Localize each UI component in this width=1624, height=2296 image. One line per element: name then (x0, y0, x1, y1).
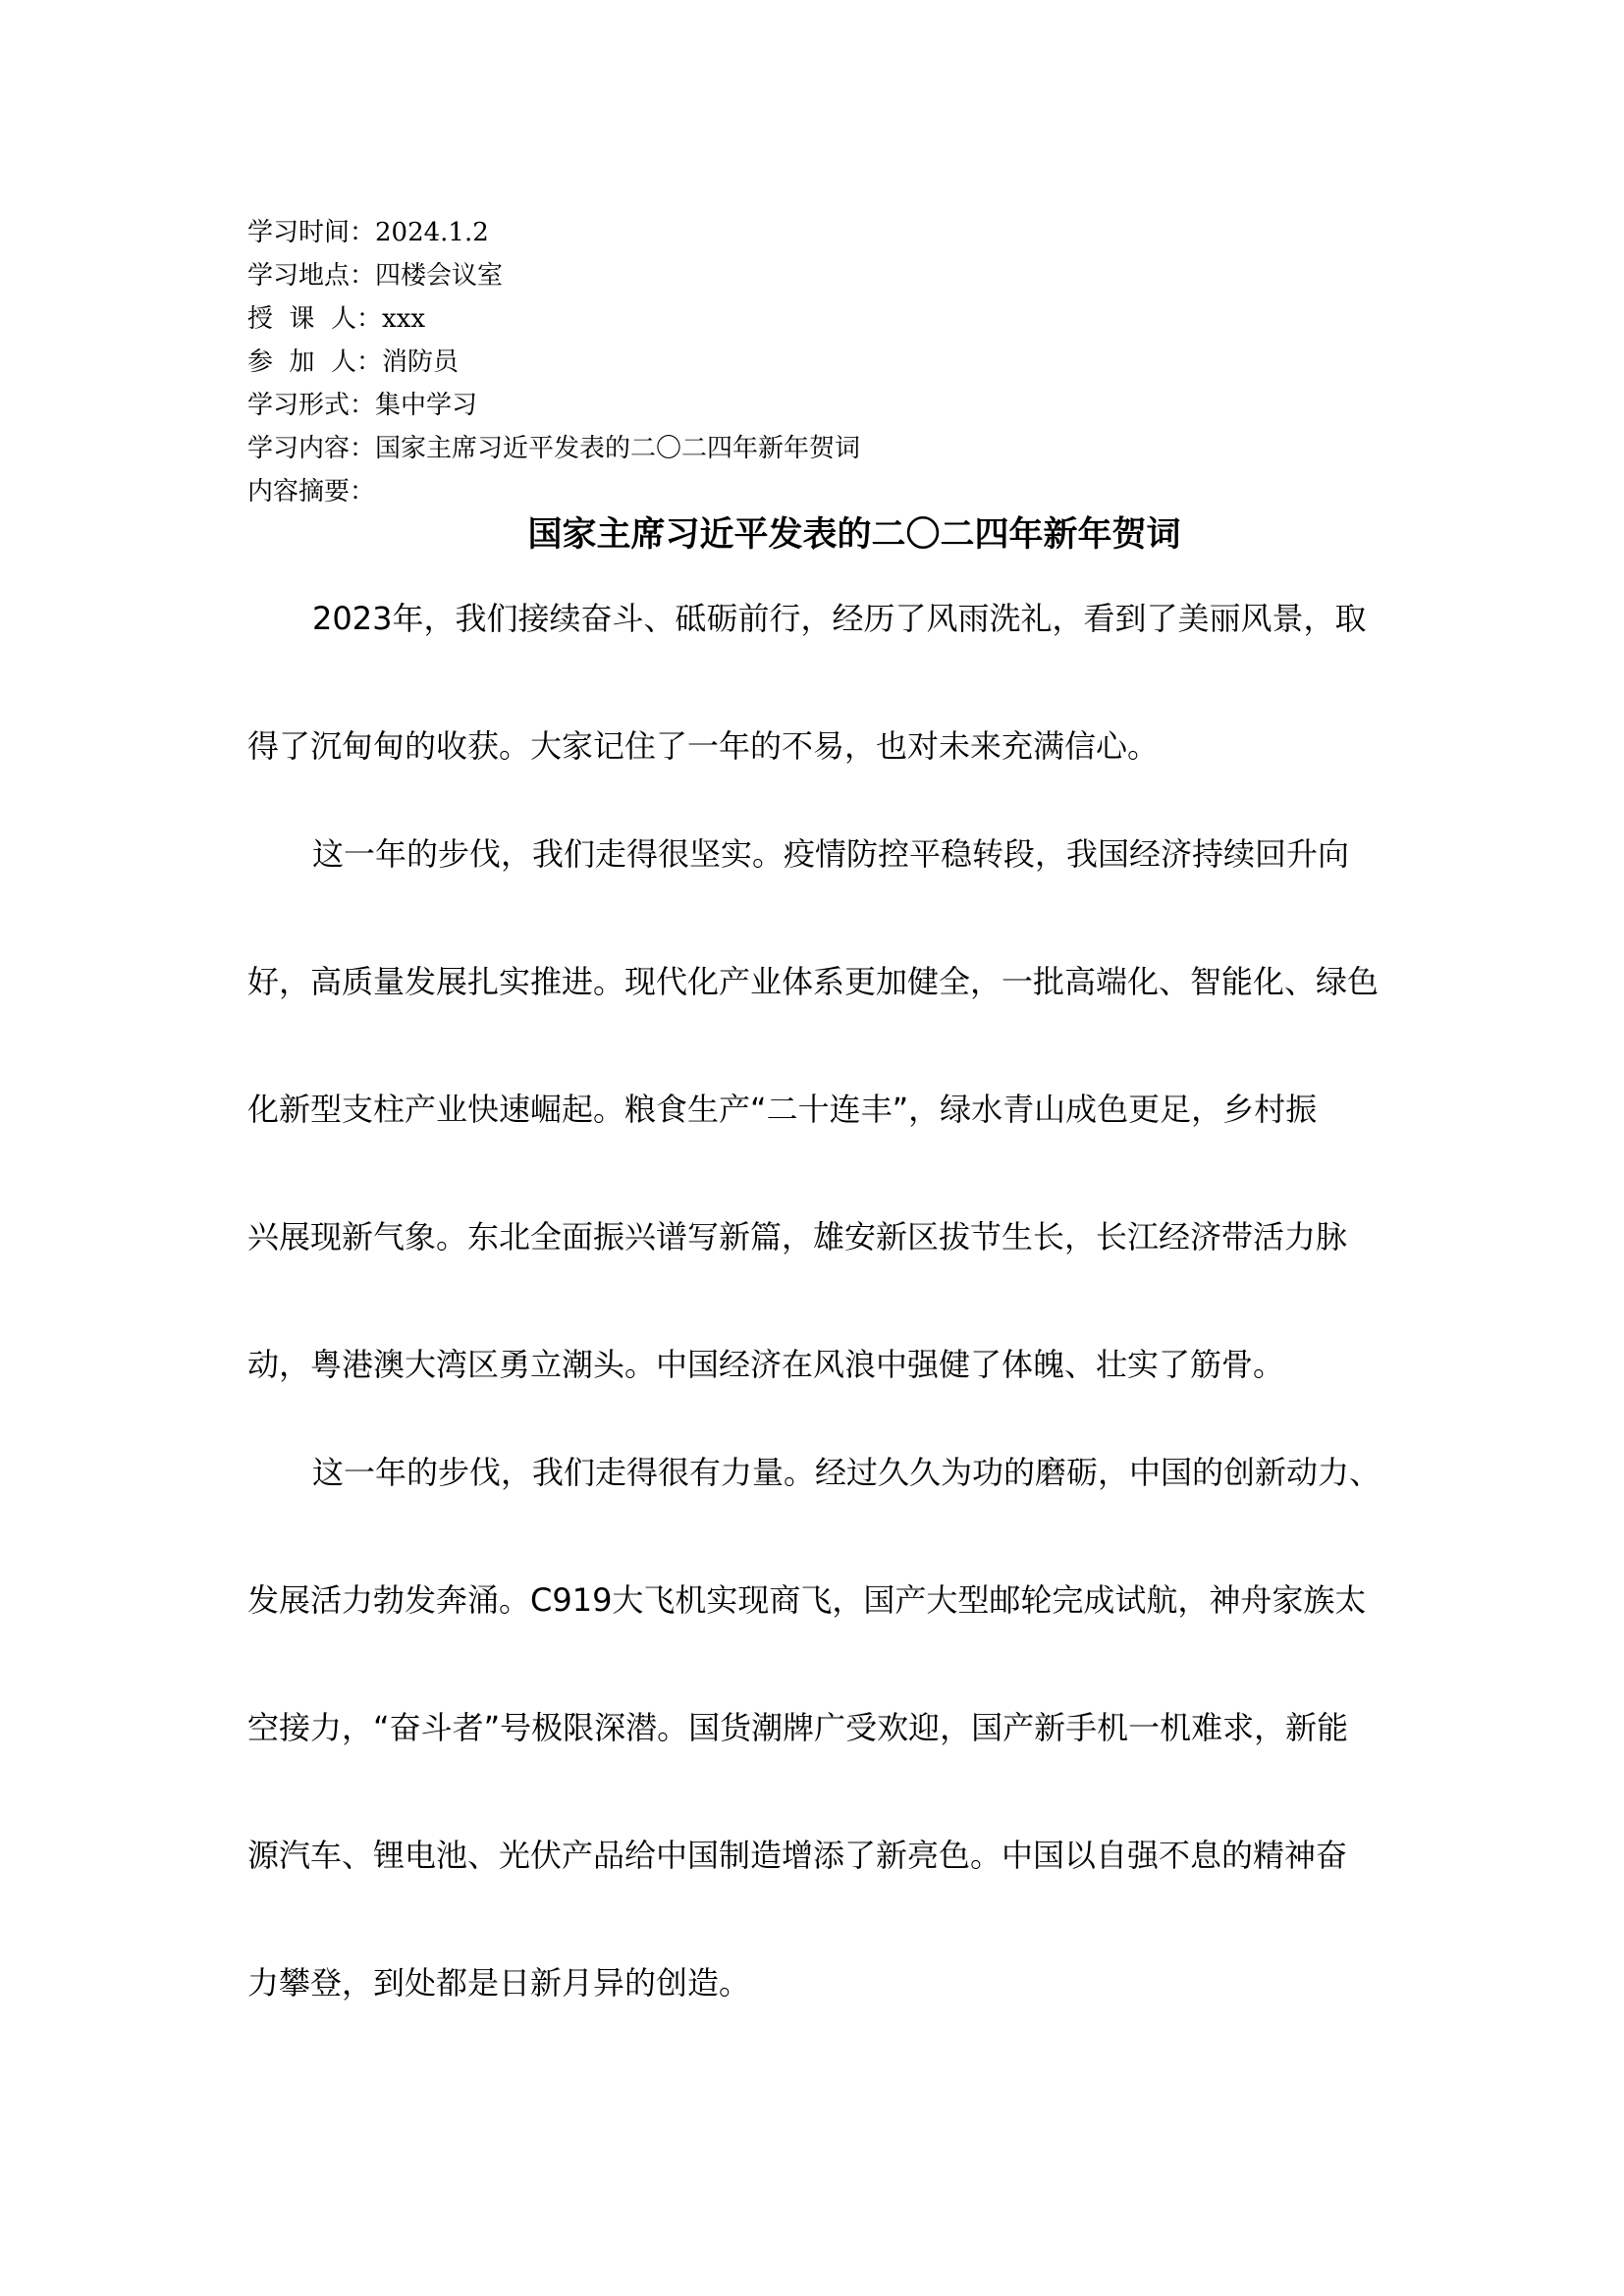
text-line: 2023年，我们接续奋斗、砥砺前行，经历了风雨洗礼，看到了美丽风景，取 (312, 600, 1367, 637)
text-line: 化新型支柱产业快速崛起。粮食生产“二十连丰”，绿水青山成色更足，乡村振 (247, 1091, 1318, 1128)
text-line: 空接力，“奋斗者”号极限深潜。国货潮牌广受欢迎，国产新手机一机难求，新能 (247, 1709, 1349, 1746)
text-line: 兴展现新气象。东北全面振兴谱写新篇，雄安新区拔节生长，长江经济带活力脉 (247, 1218, 1348, 1255)
paragraph (247, 555, 1391, 810)
document-body (247, 555, 1391, 2047)
text-line: 动，粤港澳大湾区勇立潮头。中国经济在风浪中强健了体魄、壮实了筋骨。 (247, 1346, 1285, 1383)
text-line: 源汽车、锂电池、光伏产品给中国制造增添了新亮色。中国以自强不息的精神奋 (247, 1837, 1348, 1874)
text-line: 好，高质量发展扎实推进。现代化产业体系更加健全，一批高端化、智能化、绿色 (247, 963, 1380, 1000)
text-line: 得了沉甸甸的收获。大家记住了一年的不易，也对未来充满信心。 (247, 727, 1160, 765)
meta-summary-label: 内容摘要： (247, 477, 376, 507)
text-line: 发展活力勃发奔涌。C919大飞机实现商飞，国产大型邮轮完成试航，神舟家族太 (247, 1581, 1367, 1619)
text-line: 这一年的步伐，我们走得很坚实。疫情防控平稳转段，我国经济持续回升向 (312, 835, 1350, 873)
text-line: 这一年的步伐，我们走得很有力量。经过久久为功的磨砺，中国的创新动力、 (312, 1454, 1381, 1491)
meta-study-content: 学习内容：国家主席习近平发表的二〇二四年新年贺词 (247, 434, 861, 463)
paragraph (247, 790, 1391, 1428)
text-line: 力攀登，到处都是日新月异的创造。 (247, 1964, 751, 2002)
paragraph (247, 1409, 1391, 2047)
study-record-meta (247, 211, 860, 513)
meta-lecturer: 授 课 人：xxx (247, 304, 426, 334)
meta-participants: 参 加 人：消防员 (247, 347, 460, 377)
document-title: 国家主席习近平发表的二〇二四年新年贺词 (527, 515, 1181, 555)
meta-study-location: 学习地点：四楼会议室 (247, 261, 504, 291)
meta-study-time: 学习时间：2024.1.2 (247, 218, 489, 247)
meta-study-form: 学习形式：集中学习 (247, 391, 478, 420)
